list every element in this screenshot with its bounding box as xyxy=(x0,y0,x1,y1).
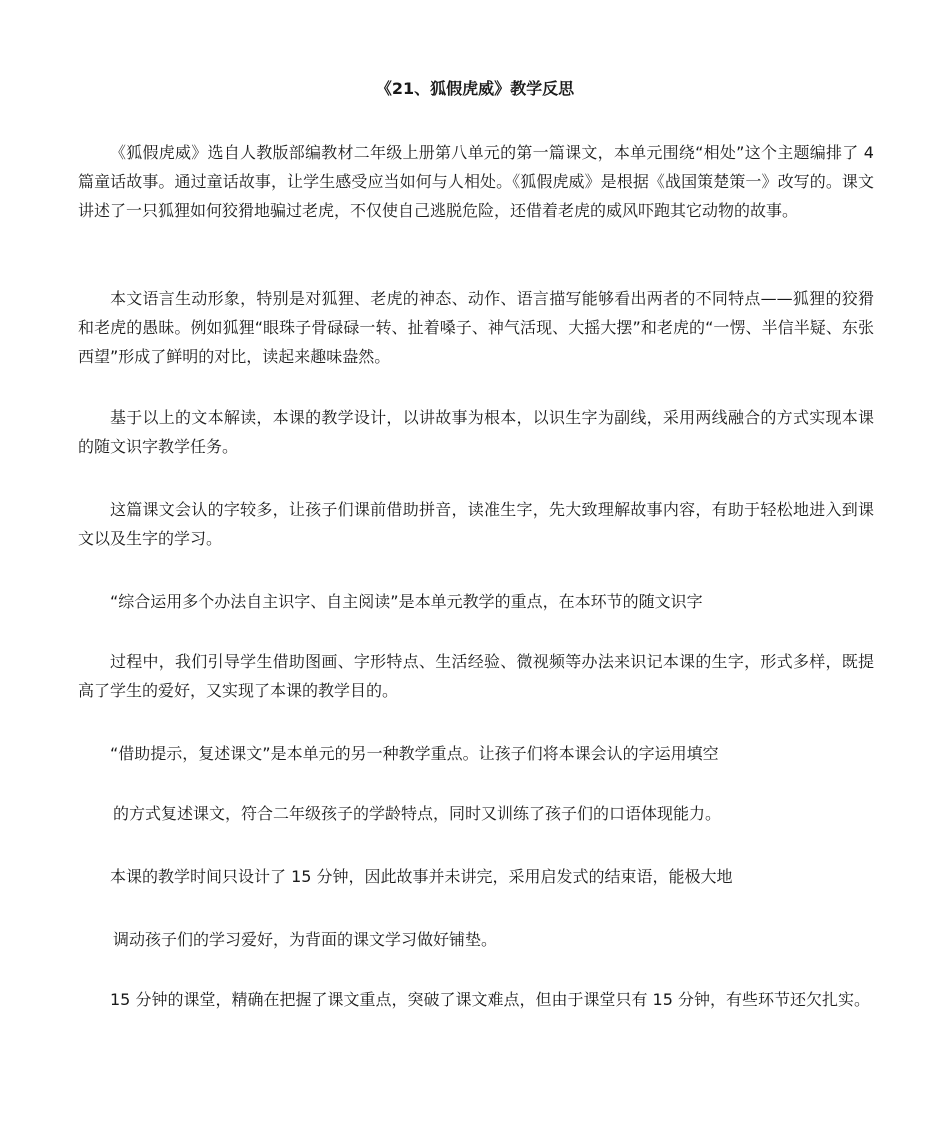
paragraph-4: 这篇课文会认的字较多，让孩子们课前借助拼音，读准生字，先大致理解故事内容，有助于轻松地进入到课文以及生字的学习。 xyxy=(78,500,874,548)
paragraph-2: 本文语言生动形象，特别是对狐狸、老虎的神态、动作、语言描写能够看出两者的不同特点——狐狸的狡猾和老虎的愚昧。例如狐狸“眼珠子骨碌碌一转、扯着嗓子、神气活现、大摇大摆”和老虎的“一愣、半信半疑、东张西望”形成了鲜明的对比，读起来趣味盎然。 xyxy=(78,289,874,366)
document-title: 《21、狐假虎威》教学反思 xyxy=(375,79,575,98)
paragraph-1: 《狐假虎威》选自人教版部编教材二年级上册第八单元的第一篇课文，本单元围绕“相处”这个主题编排了 4 篇童话故事。通过童话故事，让学生感受应当如何与人相处。《狐假虎威》是根据《战国策楚策一》改写的。课文讲述了一只狐狸如何狡猾地骗过老虎，不仅使自己逃脱危险，还借着老虎的威风吓跑其它动物的故事。 xyxy=(78,143,874,220)
paragraph-8: 的方式复述课文，符合二年级孩子的学龄特点，同时又训练了孩子们的口语体现能力。 xyxy=(113,804,722,823)
paragraph-5: “综合运用多个办法自主识字、自主阅读”是本单元教学的重点，在本环节的随文识字 xyxy=(110,592,703,611)
paragraph-11: 15 分钟的课堂，精确在把握了课文重点，突破了课文难点，但由于课堂只有 15 分钟，有些环节还欠扎实。 xyxy=(110,990,870,1009)
paragraph-7: “借助提示，复述课文”是本单元的另一种教学重点。让孩子们将本课会认的字运用填空 xyxy=(110,744,719,763)
paragraph-10: 调动孩子们的学习爱好，为背面的课文学习做好铺垫。 xyxy=(113,930,498,949)
paragraph-9: 本课的教学时间只设计了 15 分钟，因此故事并未讲完，采用启发式的结束语，能极大地 xyxy=(110,867,733,886)
paragraph-3: 基于以上的文本解读，本课的教学设计，以讲故事为根本，以识生字为副线，采用两线融合的方式实现本课的随文识字教学任务。 xyxy=(78,408,874,456)
paragraph-6: 过程中，我们引导学生借助图画、字形特点、生活经验、微视频等办法来识记本课的生字，形式多样，既提高了学生的爱好，又实现了本课的教学目的。 xyxy=(78,652,874,700)
